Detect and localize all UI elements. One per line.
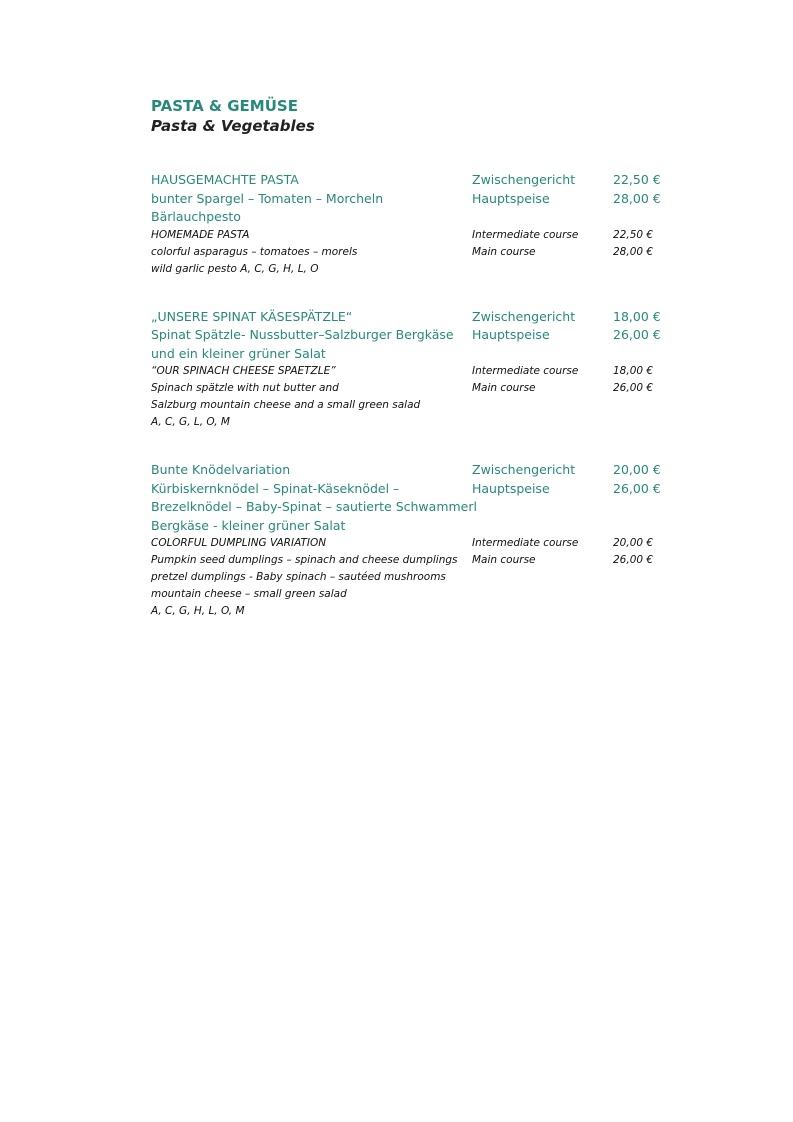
german-line — [151, 461, 691, 480]
price: 18,00 € — [613, 308, 661, 324]
course-label: Hauptspeise — [472, 190, 550, 206]
dish-text: Spinach spätzle with nut butter and — [151, 382, 339, 394]
course-label: Intermediate course — [472, 365, 579, 377]
course-label: Zwischengericht — [472, 308, 576, 324]
dish-text: Bunte Knödelvariation — [151, 462, 291, 477]
english-line — [151, 552, 691, 569]
dish-text: Bärlauchpesto — [151, 209, 241, 224]
german-line — [151, 517, 691, 536]
dish-text: HOMEMADE PASTA — [151, 228, 250, 241]
english-line — [151, 397, 691, 414]
dish-text: Brezelknödel – Baby-Spinat – sautierte Schwammerl — [151, 499, 477, 514]
course-label: Zwischengericht — [472, 172, 576, 187]
course-label: Intermediate course — [472, 537, 579, 549]
dish-text: “OUR SPINACH CHEESE SPAETZLE” — [151, 365, 336, 377]
dish-text: Kürbiskernknödel – Spinat-Käseknödel – — [151, 480, 400, 496]
course-label: Main course — [472, 382, 536, 394]
menu-item — [151, 171, 691, 278]
german-line — [151, 480, 691, 499]
price: 18,00 € — [613, 365, 654, 377]
section-title: PASTA & GEMÜSE — [151, 97, 298, 115]
menu-item — [151, 461, 691, 620]
course-label: Hauptspeise — [472, 480, 550, 496]
dish-text: und ein kleiner grüner Salat — [151, 345, 326, 361]
price: 22,50 € — [613, 172, 661, 187]
dish-text: HAUSGEMACHTE PASTA — [151, 172, 299, 187]
section-subtitle: Pasta & Vegetables — [151, 117, 315, 135]
english-line — [151, 261, 691, 278]
english-line — [151, 380, 691, 397]
german-line — [151, 171, 691, 190]
dish-text: A, C, G, H, L, O, M — [151, 605, 245, 617]
price: 26,00 € — [613, 480, 661, 496]
english-line — [151, 535, 691, 552]
course-label: Main course — [472, 554, 536, 566]
price: 26,00 € — [613, 382, 654, 394]
english-line — [151, 569, 691, 586]
german-line — [151, 345, 691, 364]
price: 22,50 € — [613, 228, 654, 241]
german-line — [151, 326, 691, 345]
dish-text: wild garlic pesto A, C, G, H, L, O — [151, 262, 319, 275]
german-line — [151, 308, 691, 327]
english-line — [151, 586, 691, 603]
menu-items — [151, 171, 691, 620]
dish-text: COLORFUL DUMPLING VARIATION — [151, 537, 327, 549]
dish-text: „UNSERE SPINAT KÄSESPÄTZLE“ — [151, 308, 353, 324]
dish-text: Bergkäse - kleiner grüner Salat — [151, 517, 346, 533]
menu-page — [151, 96, 691, 650]
price: 26,00 € — [613, 554, 654, 566]
course-label: Hauptspeise — [472, 327, 550, 342]
english-line — [151, 244, 691, 261]
price: 20,00 € — [613, 537, 654, 549]
english-line — [151, 363, 691, 380]
dish-text: mountain cheese – small green salad — [151, 588, 347, 600]
price: 26,00 € — [613, 327, 661, 342]
english-line — [151, 227, 691, 244]
price: 28,00 € — [613, 190, 661, 206]
dish-text: Pumpkin seed dumplings – spinach and cheese dumplings — [151, 554, 458, 566]
course-label: Intermediate course — [472, 228, 579, 241]
price: 20,00 € — [613, 462, 661, 477]
course-label: Zwischengericht — [472, 462, 576, 477]
dish-text: pretzel dumplings - Baby spinach – sautéed mushrooms — [151, 571, 446, 583]
dish-text: colorful asparagus – tomatoes – morels — [151, 245, 358, 258]
german-line — [151, 190, 691, 209]
dish-text: A, C, G, L, O, M — [151, 416, 230, 428]
german-line — [151, 208, 691, 227]
dish-text: bunter Spargel – Tomaten – Morcheln — [151, 190, 384, 206]
english-line — [151, 414, 691, 431]
dish-text: Salzburg mountain cheese and a small green salad — [151, 399, 421, 411]
german-line — [151, 498, 691, 517]
dish-text: Spinat Spätzle- Nussbutter–Salzburger Bergkäse — [151, 327, 454, 342]
menu-item — [151, 308, 691, 432]
english-line — [151, 603, 691, 620]
price: 28,00 € — [613, 245, 654, 258]
course-label: Main course — [472, 245, 536, 258]
